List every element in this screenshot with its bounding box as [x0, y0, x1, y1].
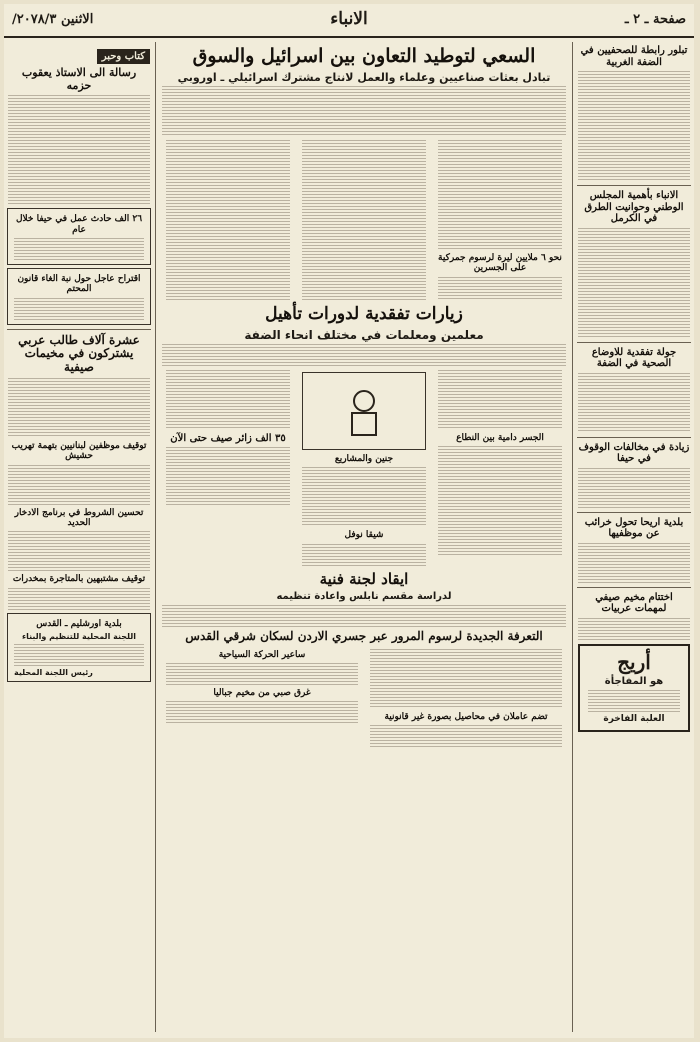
- article-body: [438, 140, 562, 250]
- ad-footer: العلبة الفاخرة: [603, 713, 665, 724]
- article-body: [438, 446, 562, 556]
- article-body: [14, 298, 144, 320]
- article-headline: زيادة في مخالفات الوقوف في حيفا: [578, 441, 690, 464]
- article-headline: تبلور رابطة للصحفيين في الضفة الغربية: [580, 45, 688, 68]
- columns-row: [162, 368, 566, 568]
- article-body: [8, 378, 150, 438]
- article-body: [302, 467, 426, 527]
- article-body: [162, 605, 566, 627]
- notice-body: [14, 644, 144, 666]
- article-body: [578, 468, 690, 508]
- main-column: [158, 42, 570, 1032]
- cartoon-drawing: [334, 381, 394, 441]
- newspaper-page: [4, 4, 694, 1038]
- columns-row: [162, 647, 566, 749]
- divider: [577, 512, 691, 513]
- article-body: [302, 544, 426, 566]
- ad-title: أريج: [617, 649, 651, 674]
- article-headline: توقيف مشتبهين بالمتاجرة بمخدرات: [12, 574, 146, 585]
- article-headline: الانباء بأهمية المجلس الوطني وحوانيت الطرق في الكرمل: [584, 190, 684, 224]
- article-body: [166, 370, 290, 430]
- divider: [577, 342, 691, 343]
- article-body: [166, 447, 290, 507]
- article-body: [578, 373, 690, 433]
- main-headline: السعي لتوطيد التعاون بين اسرائيل والسوق: [192, 45, 536, 67]
- article-body: [578, 618, 690, 640]
- article-body: [8, 531, 150, 571]
- column-rule: [572, 42, 573, 1032]
- article-headline: الجسر دامية بين النطاع: [456, 432, 544, 443]
- masthead: [4, 4, 694, 38]
- article-headline: بلدية اريحا تحول خرائب عن موظفيها: [584, 516, 684, 539]
- divider: [7, 329, 151, 330]
- advertisement: [578, 644, 690, 733]
- article-headline: نحو ٦ ملايين ليرة لرسوم جمركية على الجسرين: [438, 253, 562, 274]
- columns-row: [162, 138, 566, 302]
- article-headline: جنين والمشاريع: [334, 453, 394, 464]
- article-headline: غرق صبي من مخيم جباليا: [213, 688, 311, 699]
- article-headline: التعرفة الجديدة لرسوم المرور عبر جسري الاردن لسكان شرقي القدس: [185, 628, 543, 643]
- article-body: [8, 465, 150, 505]
- article-headline: تحسين الشروط في برنامج الادخار الحديد: [14, 507, 144, 529]
- divider: [577, 587, 691, 588]
- lead-paragraph: [162, 86, 566, 136]
- issue-date: الاثنين ٢٠٧٨/٣/: [12, 12, 94, 27]
- article-body: [438, 370, 562, 430]
- article-headline: جولة تفقدية للاوضاع الصحية في الضفة: [591, 346, 677, 369]
- divider: [577, 185, 691, 186]
- article-body: [578, 71, 690, 181]
- news-brief: [7, 268, 151, 325]
- article-headline: زيارات تفقدية لدورات تأهيل: [265, 304, 463, 325]
- article-headline: شيقا نوفل: [344, 530, 384, 541]
- notice-signature: رئيس اللجنة المحلية: [14, 667, 93, 677]
- article-body: [162, 344, 566, 366]
- divider: [577, 437, 691, 438]
- main-subheadline: تبادل بعثات صناعيين وعلماء والعمل لانتاج مشترك اسرائيلي ـ اوروبي: [177, 70, 551, 84]
- left-column: [4, 42, 154, 1032]
- article-body: [578, 543, 690, 583]
- article-headline: عشرة آلاف طالب عربي يشتركون في مخيمات صيفية: [18, 332, 140, 375]
- article-body: [166, 663, 358, 685]
- article-body: [166, 701, 358, 723]
- article-headline: ٣٥ الف زائر صيف حتى الآن: [170, 432, 286, 444]
- article-body: [370, 725, 562, 747]
- newspaper-name: الانباء: [330, 9, 368, 29]
- article-body: [370, 649, 562, 709]
- article-headline: ايقاد لجنة فنية: [319, 569, 409, 588]
- article-headline: اقتراح عاجل حول نبة الغاء قانون المحتم: [17, 273, 141, 295]
- cartoon-illustration: [302, 372, 426, 450]
- article-headline: ٢٦ الف حادث عمل في حيفا خلال عام: [15, 214, 143, 235]
- article-body: [8, 588, 150, 610]
- article-body: [302, 140, 426, 300]
- notice-title: بلدية اورشليم ـ القدس: [36, 618, 122, 629]
- column-rule: [155, 42, 156, 1032]
- right-column: [574, 42, 694, 1032]
- column-logo: كتاب وحبر: [97, 49, 150, 64]
- article-body: [166, 140, 290, 300]
- article-body: [438, 277, 562, 299]
- article-body: [8, 95, 150, 205]
- article-body: [14, 238, 144, 260]
- article-subheadline: معلمين ومعلمات في مختلف انحاء الضفة: [244, 327, 484, 342]
- article-body: [578, 228, 690, 338]
- news-brief: [7, 208, 151, 265]
- article-headline: اختتام مخيم صيفي لمهمات عربيات: [595, 591, 673, 614]
- public-notice: [7, 613, 151, 683]
- article-headline: توقيف موظفين لبنانيين بتهمة تهريب حشيش: [11, 441, 147, 462]
- article-subheadline: لدراسة مقسم نابلس واعادة تنظيمه: [276, 590, 452, 602]
- article-headline: ساعير الحركة السياحية: [218, 649, 306, 660]
- article-headline: تضم عاملان في محاصيل بصورة غير قانونية: [384, 711, 548, 722]
- ad-text: [588, 690, 680, 712]
- page-number: صفحة ـ ٢ ـ: [624, 12, 686, 27]
- ad-subtitle: هو المفاجأة: [604, 675, 664, 687]
- article-headline: رسالة الى الاستاذ يعقوب حزمه: [21, 66, 137, 92]
- notice-subtitle: اللجنة المحلية للتنظيم والبناء: [22, 632, 136, 642]
